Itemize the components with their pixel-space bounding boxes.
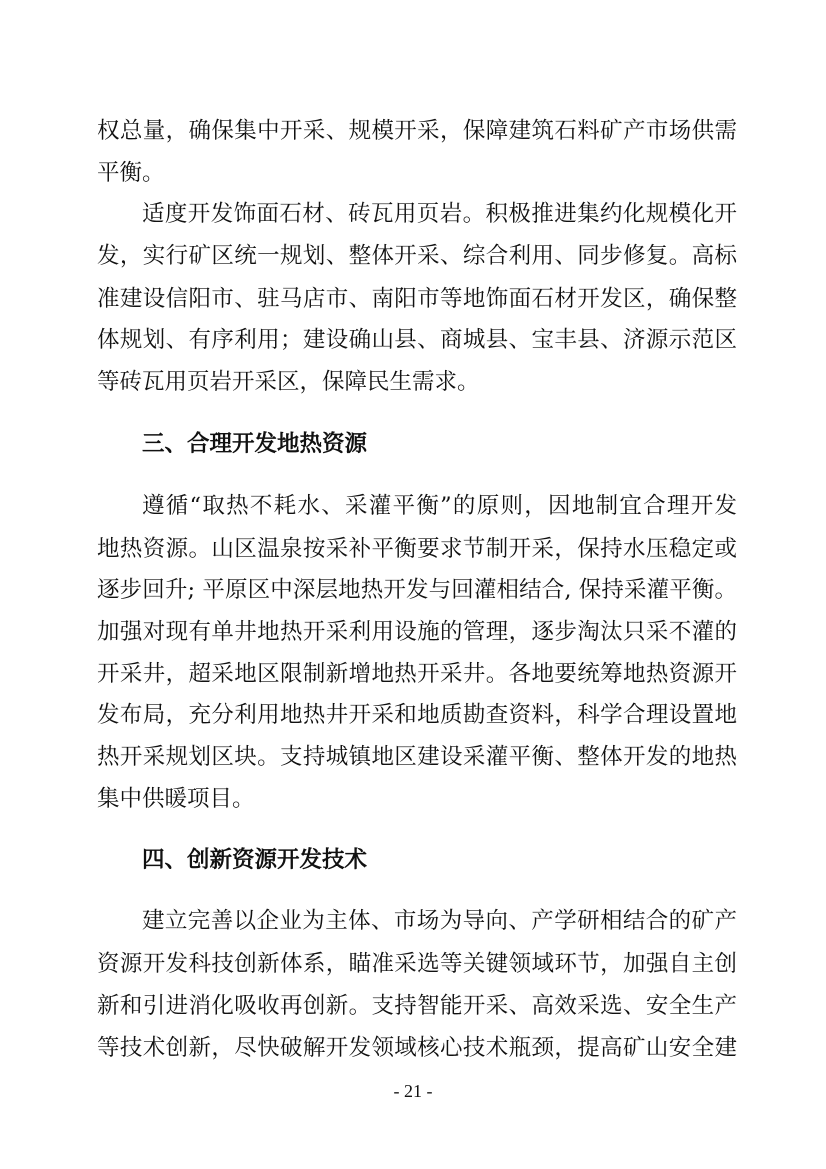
section-heading: 四、创新资源开发技术 [142, 847, 368, 873]
paragraph-line: 适度开发饰面石材、砖瓦用页岩。积极推进集约化规模化开 [142, 201, 737, 227]
paragraph-line: 遵循“取热不耗水、采灌平衡”的原则，因地制宜合理开发 [142, 493, 737, 519]
paragraph-line: 权总量，确保集中开采、规模开采，保障建筑石料矿产市场供需 [97, 118, 737, 144]
paragraph-line: 准建设信阳市、驻马店市、南阳市等地饰面石材开发区，确保整 [97, 286, 737, 312]
paragraph-line: 平衡。 [97, 160, 165, 186]
paragraph-line: 开采井，超采地区限制新增地热开采井。各地要统筹地热资源开 [97, 661, 737, 687]
paragraph-line: 等砖瓦用页岩开采区，保障民生需求。 [97, 369, 480, 395]
paragraph-line: 资源开发科技创新体系，瞄准采选等关键领域环节，加强自主创 [97, 951, 737, 977]
paragraph-line: 发，实行矿区统一规划、整体开采、综合利用、同步修复。高标 [97, 243, 737, 269]
paragraph-line: 集中供暖项目。 [97, 786, 255, 812]
paragraph-line: 发布局，充分利用地热井开采和地质勘查资料，科学合理设置地 [97, 702, 737, 728]
paragraph-line: 新和引进消化吸收再创新。支持智能开采、高效采选、安全生产 [97, 993, 737, 1019]
paragraph-line: 热开采规划区块。支持城镇地区建设采灌平衡、整体开发的地热 [97, 744, 737, 770]
paragraph-line: 建立完善以企业为主体、市场为导向、产学研相结合的矿产 [142, 908, 737, 934]
page-number: - 21 - [393, 1081, 433, 1101]
paragraph-line: 等技术创新，尽快破解开发领域核心技术瓶颈，提高矿山安全建 [97, 1035, 737, 1061]
paragraph-line: 加强对现有单井地热开采利用设施的管理，逐步淘汰只采不灌的 [97, 619, 737, 645]
paragraph-line: 体规划、有序利用；建设确山县、商城县、宝丰县、济源示范区 [97, 327, 737, 353]
paragraph-line: 地热资源。山区温泉按采补平衡要求节制开采，保持水压稳定或 [97, 536, 737, 562]
paragraph-line: 逐步回升; 平原区中深层地热开发与回灌相结合, 保持采灌平衡。 [97, 577, 737, 603]
section-heading: 三、合理开发地热资源 [142, 431, 368, 457]
